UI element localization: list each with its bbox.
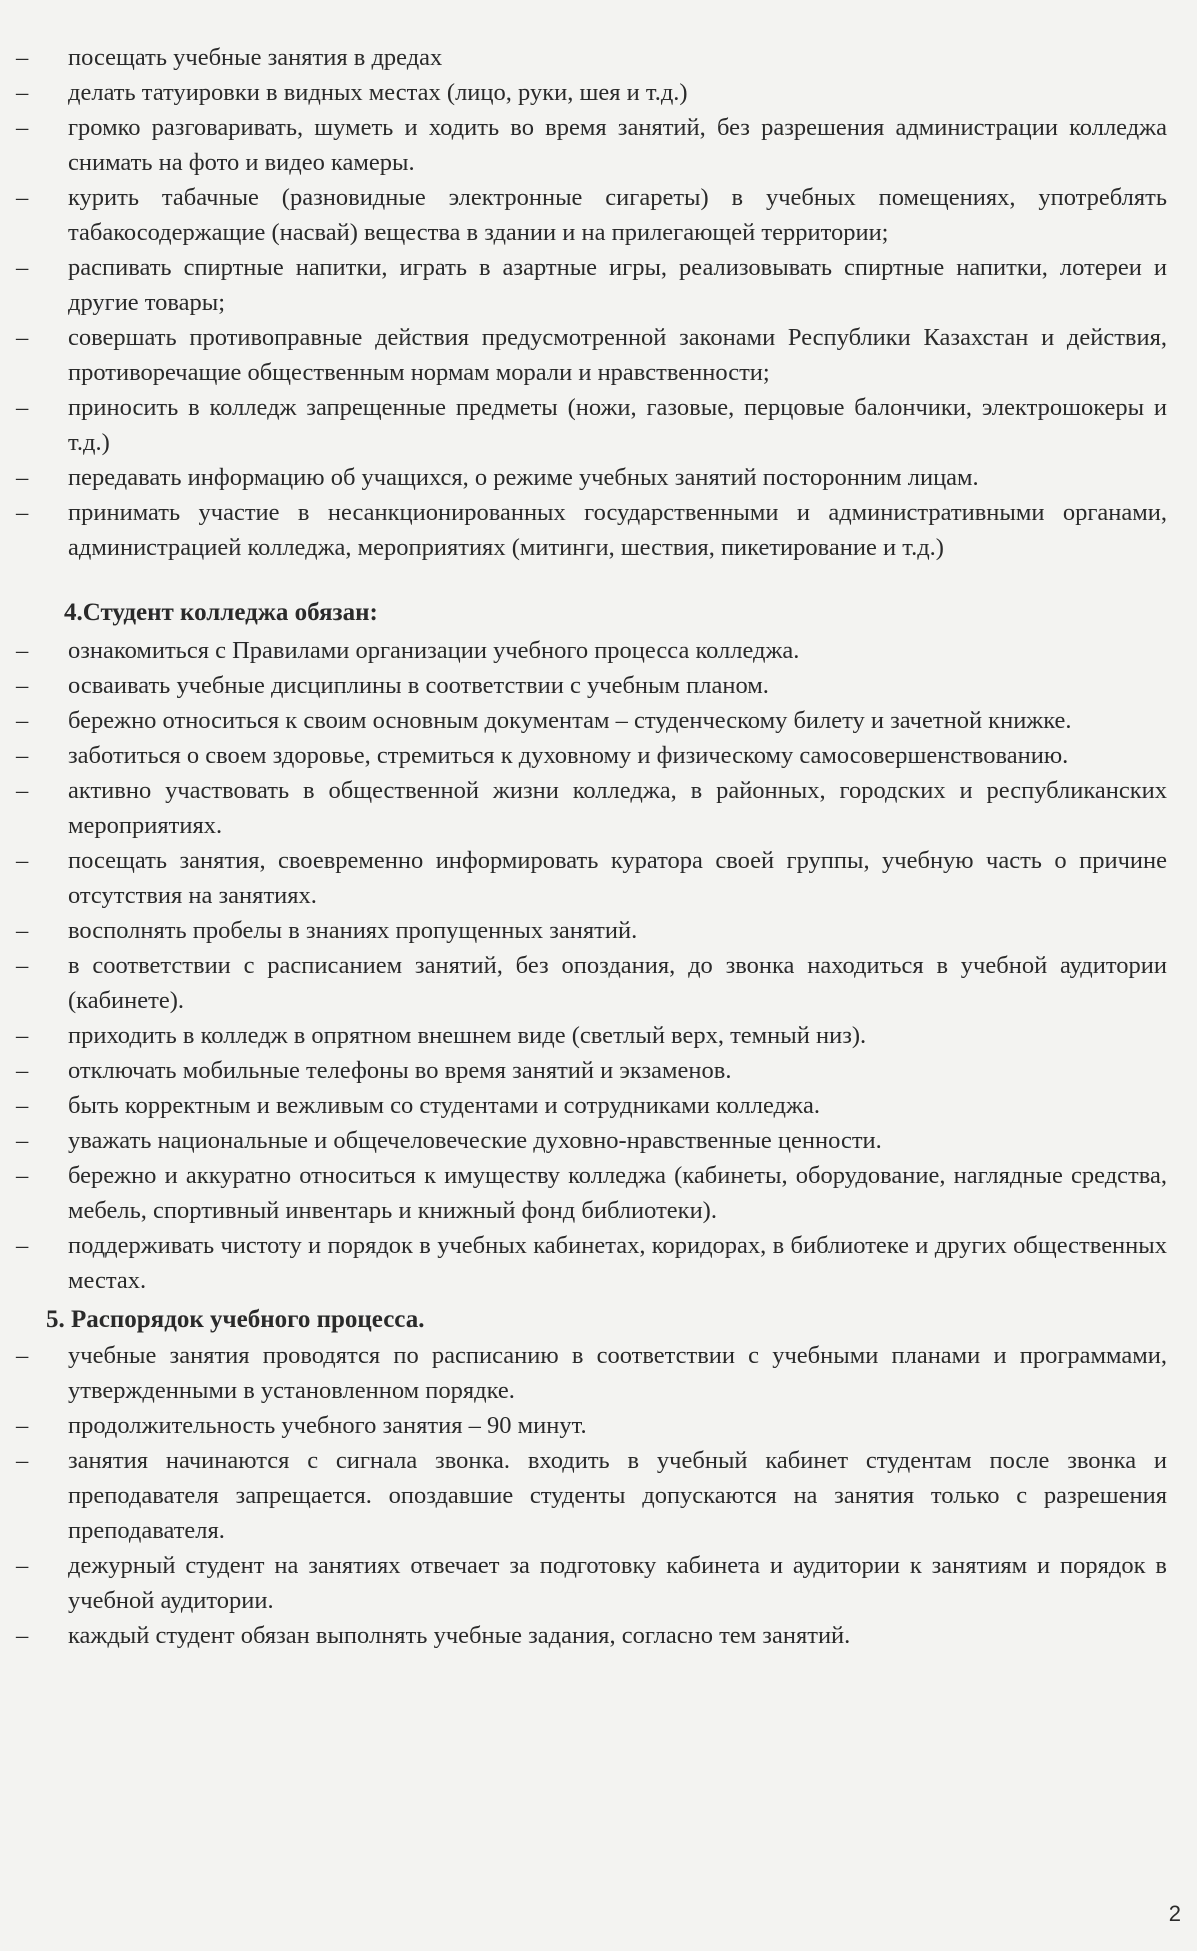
bullet-dash: – bbox=[16, 1057, 29, 1084]
list-item bbox=[12, 948, 1167, 1018]
bullet-dash: – bbox=[16, 777, 29, 804]
bullet-dash: – bbox=[16, 1232, 29, 1259]
list-item-text: делать татуировки в видных местах (лицо, руки, шея и т.д.) bbox=[68, 79, 688, 106]
list-item-text: осваивать учебные дисциплины в соответствии с учебным планом. bbox=[68, 672, 769, 699]
bullet-dash: – bbox=[16, 1552, 29, 1579]
bullet-dash: – bbox=[16, 1412, 29, 1439]
bullet-dash: – bbox=[16, 1162, 29, 1189]
list-item-text: отключать мобильные телефоны во время занятий и экзаменов. bbox=[68, 1057, 732, 1084]
list-item bbox=[12, 110, 1167, 180]
bullet-dash: – bbox=[16, 394, 29, 421]
section-5-heading: 5. Распорядок учебного процесса. bbox=[46, 1306, 425, 1333]
bullet-dash: – bbox=[16, 672, 29, 699]
list-item bbox=[12, 495, 1167, 565]
list-item bbox=[12, 1338, 1167, 1408]
list-item-text: посещать занятия, своевременно информировать куратора своей группы, учебную часть о причине отсутствия на занятиях. bbox=[68, 847, 1167, 909]
list-item bbox=[12, 1053, 1167, 1088]
bullet-dash: – bbox=[16, 324, 29, 351]
list-item bbox=[12, 1618, 1167, 1653]
list-item-text: учебные занятия проводятся по расписанию в соответствии с учебными планами и программами, утвержденными в установленном порядке. bbox=[68, 1342, 1167, 1404]
list-item-text: громко разговаривать, шуметь и ходить во время занятий, без разрешения администрации колледжа снимать на фото и видео камеры. bbox=[68, 114, 1167, 176]
bullet-dash: – bbox=[16, 917, 29, 944]
bullet-dash: – bbox=[16, 254, 29, 281]
list-item-text: приходить в колледж в опрятном внешнем виде (светлый верх, темный низ). bbox=[68, 1022, 867, 1049]
bullet-dash: – bbox=[16, 114, 29, 141]
list-item-text: поддерживать чистоту и порядок в учебных кабинетах, коридорах, в библиотеке и других общественных местах. bbox=[68, 1232, 1167, 1294]
list-item bbox=[12, 1408, 1167, 1443]
bullet-dash: – bbox=[16, 79, 29, 106]
list-item bbox=[12, 1228, 1167, 1298]
list-item bbox=[12, 738, 1167, 773]
list-item-text: курить табачные (разновидные электронные сигареты) в учебных помещениях, употреблять табакосодержащие (насвай) вещества в здании и на прилегающей территории; bbox=[68, 184, 1167, 246]
bullet-dash: – bbox=[16, 1127, 29, 1154]
bullet-dash: – bbox=[16, 499, 29, 526]
list-item-text: принимать участие в несанкционированных государственными и административными органами, администрацией колледжа, мероприятиях (митинги, шествия, пикетирование и т.д.) bbox=[68, 499, 1167, 561]
list-item bbox=[12, 460, 1167, 495]
list-item bbox=[12, 40, 1167, 75]
list-item bbox=[12, 1018, 1167, 1053]
bullet-dash: – bbox=[16, 707, 29, 734]
list-item-text: уважать национальные и общечеловеческие духовно-нравственные ценности. bbox=[68, 1127, 882, 1154]
bullet-dash: – bbox=[16, 742, 29, 769]
bullet-dash: – bbox=[16, 1092, 29, 1119]
list-item-text: в соответствии с расписанием занятий, без опоздания, до звонка находиться в учебной аудитории (кабинете). bbox=[68, 952, 1167, 1014]
bullet-dash: – bbox=[16, 1342, 29, 1369]
list-item-text: занятия начинаются с сигнала звонка. входить в учебный кабинет студентам после звонка и преподавателя запрещается. опоздавшие студенты допускаются на занятия только с разрешения преподавателя. bbox=[68, 1447, 1167, 1544]
list-item-text: передавать информацию об учащихся, о режиме учебных занятий посторонним лицам. bbox=[68, 464, 979, 491]
list-item bbox=[12, 1548, 1167, 1618]
list-item bbox=[12, 75, 1167, 110]
section-4-list bbox=[12, 633, 1167, 1298]
bullet-dash: – bbox=[16, 637, 29, 664]
page-number: 2 bbox=[1168, 1901, 1181, 1926]
list-item-text: дежурный студент на занятиях отвечает за подготовку кабинета и аудитории к занятиям и порядок в учебной аудитории. bbox=[68, 1552, 1167, 1614]
list-item bbox=[12, 773, 1167, 843]
list-item-text: ознакомиться с Правилами организации учебного процесса колледжа. bbox=[68, 637, 800, 664]
list-item-text: восполнять пробелы в знаниях пропущенных занятий. bbox=[68, 917, 638, 944]
bullet-dash: – bbox=[16, 1022, 29, 1049]
list-item-text: совершать противоправные действия предусмотренной законами Республики Казахстан и действия, противоречащие общественным нормам морали и нравственности; bbox=[68, 324, 1167, 386]
section-5-list bbox=[12, 1338, 1167, 1653]
list-item bbox=[12, 1158, 1167, 1228]
bullet-dash: – bbox=[16, 847, 29, 874]
list-item bbox=[12, 843, 1167, 913]
list-item-text: активно участвовать в общественной жизни колледжа, в районных, городских и республиканских мероприятиях. bbox=[68, 777, 1167, 839]
list-item-text: приносить в колледж запрещенные предметы (ножи, газовые, перцовые балончики, электрошокеры и т.д.) bbox=[68, 394, 1167, 456]
list-item bbox=[12, 250, 1167, 320]
list-item-text: каждый студент обязан выполнять учебные задания, согласно тем занятий. bbox=[68, 1622, 851, 1649]
list-item-text: бережно относиться к своим основным документам – студенческому билету и зачетной книжке. bbox=[68, 707, 1072, 734]
list-item-text: бережно и аккуратно относиться к имуществу колледжа (кабинеты, оборудование, наглядные средства, мебель, спортивный инвентарь и книжный фонд библиотеки). bbox=[68, 1162, 1167, 1224]
list-item bbox=[12, 668, 1167, 703]
list-item bbox=[12, 180, 1167, 250]
list-item bbox=[12, 703, 1167, 738]
list-item-text: быть корректным и вежливым со студентами и сотрудниками колледжа. bbox=[68, 1092, 820, 1119]
list-item-text: посещать учебные занятия в дредах bbox=[68, 44, 443, 71]
bullet-dash: – bbox=[16, 1447, 29, 1474]
bullet-dash: – bbox=[16, 952, 29, 979]
list-item bbox=[12, 913, 1167, 948]
list-item bbox=[12, 1088, 1167, 1123]
list-item bbox=[12, 390, 1167, 460]
list-item bbox=[12, 1443, 1167, 1548]
list-item-text: продолжительность учебного занятия – 90 минут. bbox=[68, 1412, 587, 1439]
list-item-text: распивать спиртные напитки, играть в азартные игры, реализовывать спиртные напитки, лотереи и другие товары; bbox=[68, 254, 1167, 316]
bullet-dash: – bbox=[16, 184, 29, 211]
list-item-text: заботиться о своем здоровье, стремиться к духовному и физическому самосовершенствованию. bbox=[68, 742, 1069, 769]
bullet-dash: – bbox=[16, 1622, 29, 1649]
list-item bbox=[12, 320, 1167, 390]
list-item bbox=[12, 1123, 1167, 1158]
list-item bbox=[12, 633, 1167, 668]
bullet-dash: – bbox=[16, 44, 29, 71]
intro-list bbox=[12, 40, 1167, 565]
section-4-heading: 4.Студент колледжа обязан: bbox=[64, 599, 378, 626]
bullet-dash: – bbox=[16, 464, 29, 491]
